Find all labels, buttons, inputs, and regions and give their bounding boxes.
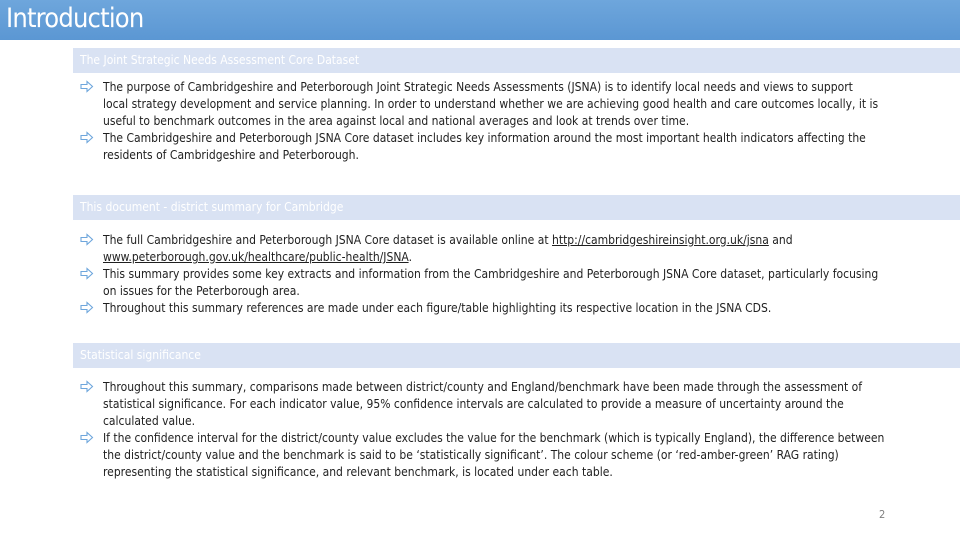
bullet-text: The Cambridgeshire and Peterborough JSNA Core dataset includes key information around the most important health indicators affecting the residents of Cambridgeshire and Peterborough. bbox=[103, 131, 866, 162]
section-header-label: The Joint Strategic Needs Assessment Core Dataset bbox=[80, 53, 360, 67]
section-header-label: This document - district summary for Cambridge bbox=[80, 200, 344, 214]
right-arrow-icon bbox=[80, 131, 94, 144]
list-item bbox=[80, 266, 880, 300]
bullet-list-district-summary bbox=[80, 232, 880, 317]
right-arrow-icon bbox=[80, 80, 94, 93]
bullet-text: If the confidence interval for the district/county value excludes the value for the benchmark (which is typically England), the difference between the district/county value and the benchmark is said to be ‘statistically significant’. The colour scheme (or ‘red-amber-green’ RAG rating) representing the statistical significance, and relevant benchmark, is located under each table. bbox=[103, 431, 885, 479]
list-item bbox=[80, 130, 880, 164]
bullet-text: Throughout this summary, comparisons made between district/county and England/benchmark have been made through the assessment of statistical significance. For each indicator value, 95% confidence intervals are calculated to provide a measure of uncertainty around the calculated value. bbox=[103, 380, 863, 428]
peterborough-jsna-link[interactable]: www.peterborough.gov.uk/healthcare/public-health/JSNA bbox=[103, 250, 409, 264]
page-number: 2 bbox=[879, 508, 886, 521]
list-item bbox=[80, 379, 892, 430]
right-arrow-icon bbox=[80, 233, 94, 246]
page-title: Introduction bbox=[6, 3, 144, 34]
section-header-label: Statistical significance bbox=[80, 348, 201, 362]
section-header-district-summary bbox=[73, 195, 960, 220]
list-item bbox=[80, 79, 880, 130]
cambridgeshire-insight-link[interactable]: http://cambridgeshireinsight.org.uk/jsna bbox=[552, 233, 769, 247]
right-arrow-icon bbox=[80, 431, 94, 444]
title-bar bbox=[0, 0, 960, 40]
list-item bbox=[80, 430, 892, 481]
section-header-statistical-significance bbox=[73, 343, 960, 368]
right-arrow-icon bbox=[80, 267, 94, 280]
bullet-text-after-link: . bbox=[408, 250, 413, 264]
right-arrow-icon bbox=[80, 380, 94, 393]
section-header-jsna-core-dataset bbox=[73, 48, 960, 73]
bullet-list-statistical-significance bbox=[80, 379, 892, 481]
bullet-text: Throughout this summary references are made under each figure/table highlighting its respective location in the JSNA CDS. bbox=[103, 301, 772, 315]
bullet-text-before-link: The full Cambridgeshire and Peterborough JSNA Core dataset is available online at bbox=[103, 233, 552, 247]
right-arrow-icon bbox=[80, 301, 94, 314]
list-item bbox=[80, 300, 880, 317]
bullet-text: This summary provides some key extracts and information from the Cambridgeshire and Peterborough JSNA Core dataset, particularly focusing on issues for the Peterborough area. bbox=[103, 267, 879, 298]
bullet-list-jsna-core-dataset bbox=[80, 79, 880, 164]
list-item bbox=[80, 232, 880, 266]
bullet-text-between-links: and bbox=[768, 233, 793, 247]
bullet-text: The purpose of Cambridgeshire and Peterborough Joint Strategic Needs Assessments (JSNA) is to identify local needs and views to support local strategy development and service planning. In order to understand whether we are achieving good health and care outcomes locally, it is useful to benchmark outcomes in the area against local and national averages and look at trends over time. bbox=[103, 80, 879, 128]
